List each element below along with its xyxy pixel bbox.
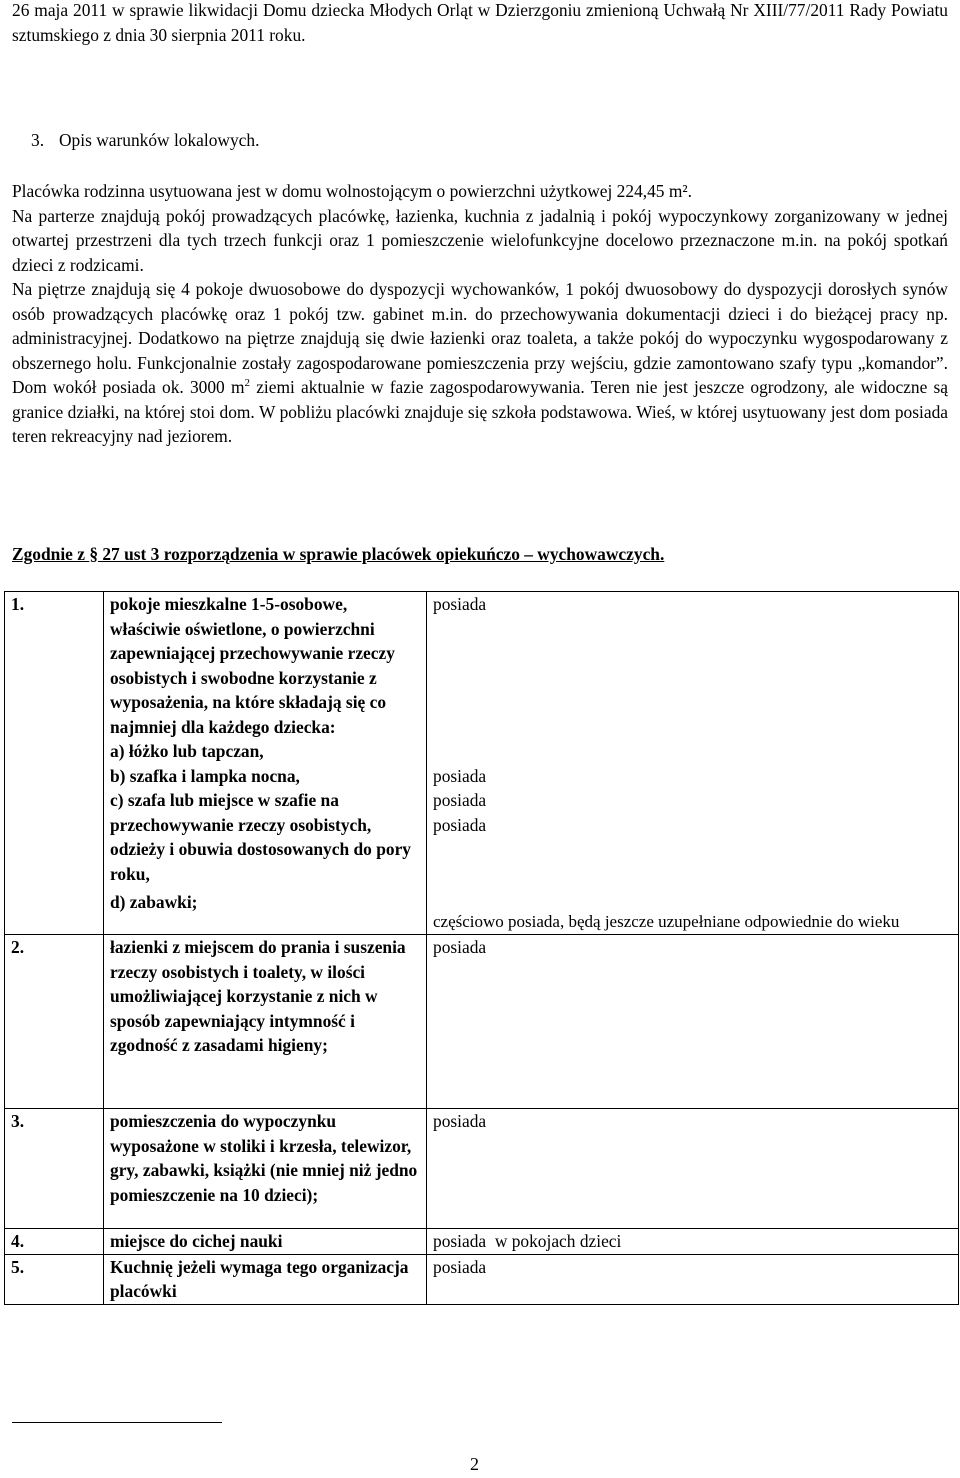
requirements-table (4, 591, 959, 1305)
subitem-label: d) zabawki; (110, 892, 198, 912)
subitem-status: posiada (433, 790, 487, 810)
row-label: Kuchnię jeżeli wymaga tego organizacja placówki (104, 1254, 427, 1304)
intro-paragraph: 26 maja 2011 w sprawie likwidacji Domu dziecka Młodych Orląt w Dzierzgoniu zmienioną Uchwałą Nr XIII/77/2011 Rady Powiatu sztumskiego z dnia 30 sierpnia 2011 roku. (12, 0, 948, 45)
description-sentence-2: Na parterze znajdują pokój prowadzących placówkę, łazienka, kuchnia z jadalnią i pokój wypoczynkowy zorganizowany w jednej otwartej przestrzeni dla tych trzech funkcji oraz 1 pomieszczenie wielofunkcyjne docelowo przeznaczone m.in. na pokój spotkań dzieci z rodzicami. (12, 205, 948, 275)
row-label (104, 592, 427, 935)
subitem-status: częściowo posiada, będą jeszcze uzupełniane odpowiednie do wieku (433, 912, 900, 931)
regulation-post: 27 ust 3 rozporządzenia w sprawie placówek opiekuńczo – wychowawczych. (98, 544, 665, 564)
superscript-2: 2 (244, 377, 250, 390)
description-sentence-4: ziemi aktualnie w fazie zagospodarowywania. Teren nie jest jeszcze ogrodzony, ale widoczne są granice działki, na której stoi dom. W pobliżu placówki znajduje się szkoła podstawowa. Wieś, w której usytuowany jest dom posiada teren rekreacyjny nad jeziorem. (12, 377, 949, 446)
row-number: 1. (5, 592, 104, 935)
regulation-pre: Zgodnie z (12, 544, 90, 564)
table-row (5, 1229, 959, 1255)
row-status: posiada (427, 1254, 959, 1304)
subitem-status: posiada (433, 765, 487, 786)
subitem-status: posiada (433, 814, 487, 835)
footer-rule (12, 1422, 222, 1423)
section-heading (31, 128, 259, 153)
subitem-label: c) szafa lub miejsce w szafie na przechowywanie rzeczy osobistych, odzieży i obuwia dostosowanych do pory roku, (110, 790, 411, 884)
table-row (5, 592, 959, 935)
page-number: 2 (470, 1454, 479, 1474)
row-label: pomieszczenia do wypoczynku wyposażone w stoliki i krzesła, telewizor, gry, zabawki, książki (nie mniej niż jedno pomieszczenie na 10 dzieci); (104, 1109, 427, 1229)
row-number: 3. (5, 1109, 104, 1229)
row-label-text: pokoje mieszkalne 1-5-osobowe, właściwie oświetlone, o powierzchni zapewniającej przechowywanie rzeczy osobistych i swobodne korzystanie z wyposażenia, na które składają się co najmniej dla każdego dziecka: (110, 594, 395, 737)
description-sentence-1: Placówka rodzinna usytuowana jest w domu wolnostojącym o powierzchni użytkowej 224,45 m². (12, 181, 692, 201)
section-sign: § (89, 544, 99, 564)
section-title: Opis warunków lokalowych. (59, 130, 260, 150)
description-text-2 (12, 277, 948, 449)
status-text: posiada (433, 594, 487, 614)
row-label: miejsce do cichej nauki (104, 1229, 427, 1255)
section-number: 3. (31, 130, 45, 150)
description-text (12, 204, 948, 278)
row-number: 5. (5, 1254, 104, 1304)
row-number: 4. (5, 1229, 104, 1255)
row-status: posiada (427, 1109, 959, 1229)
row-label: łazienki z miejscem do prania i suszenia rzeczy osobistych i toalety, w ilości umożliwiającej korzystanie z nich w sposób zapewniający intymność i zgodność z zasadami higieny; (104, 935, 427, 1109)
row-number: 2. (5, 935, 104, 1109)
description-block (12, 179, 948, 449)
regulation-heading (12, 542, 664, 567)
subitem-label: b) szafka i lampka nocna, (110, 765, 300, 786)
row-status (427, 592, 959, 935)
row-status: posiada (427, 935, 959, 1109)
description-sentence-3: Na piętrze znajdują się 4 pokoje dwuosobowe do dyspozycji wychowanków, 1 pokój dwuosobowy do dyspozycji dorosłych synów osób prowadzących placówkę oraz 1 pokój tzw. gabinet m.in. do przechowywania dokumentacji dzieci i do bieżącej pracy np. administracyjnej. Dodatkowo na piętrze znajdują się dwie łazienki oraz toaleta, a także pokój do wypoczynku wygospodarowany z obszernego holu. Funkcjonalnie zostały zagospodarowane pomieszczenia przy wejściu, gdzie zamontowano szafy typu „komandor”. Dom wokół posiada ok. 3000 m (12, 279, 948, 397)
table-row (5, 1254, 959, 1304)
table-row (5, 1109, 959, 1229)
subitem-label: a) łóżko lub tapczan, (110, 741, 264, 761)
row-status: posiada w pokojach dzieci (427, 1229, 959, 1255)
table-row (5, 935, 959, 1109)
